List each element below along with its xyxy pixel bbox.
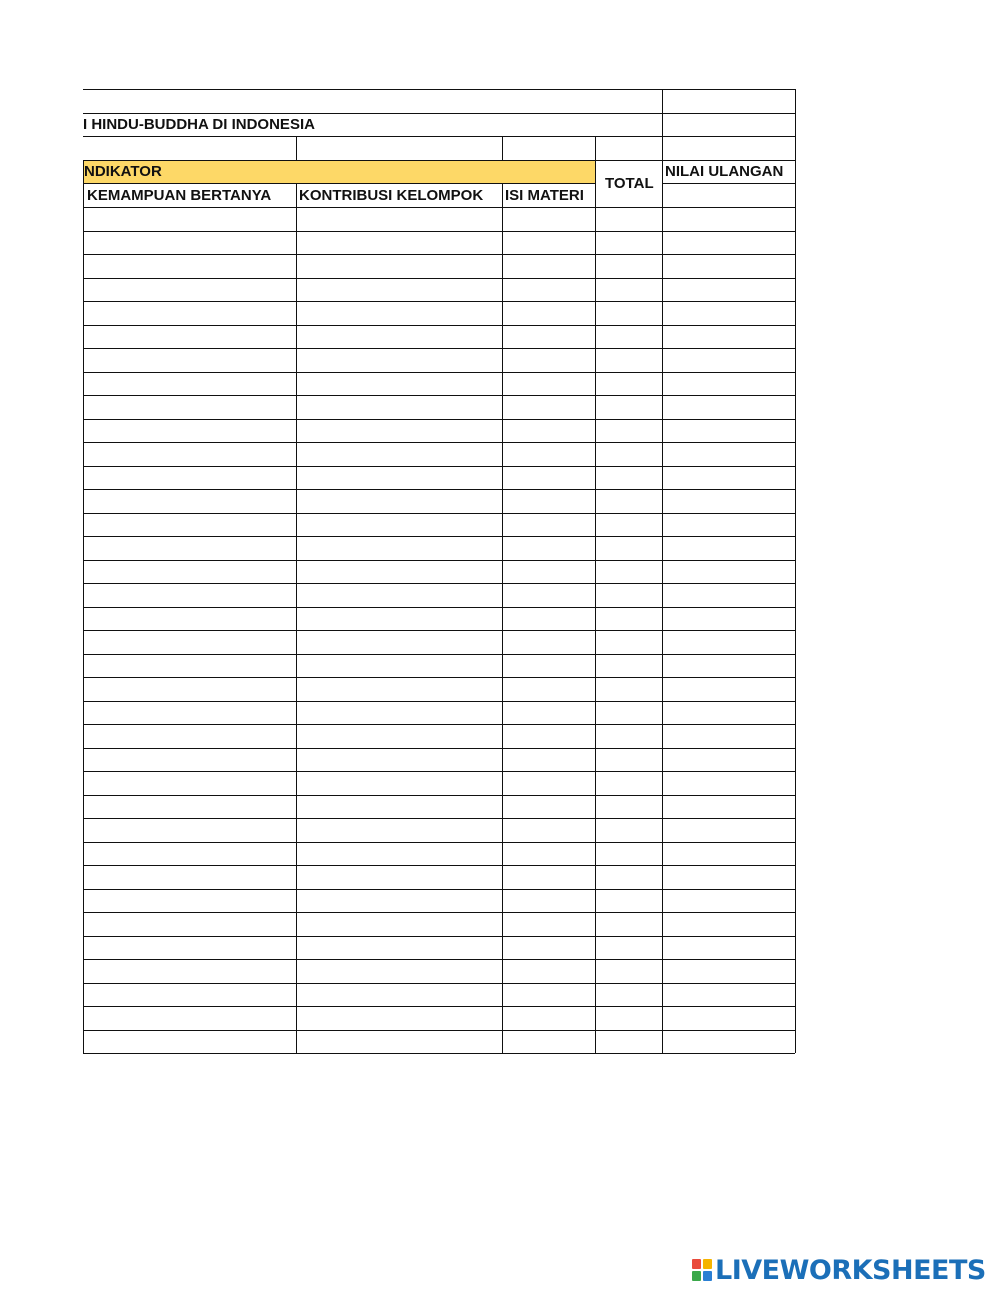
grid-line (83, 560, 795, 561)
grid-line (83, 701, 795, 702)
column-header-isi-materi: ISI MATERI (505, 187, 584, 204)
grid-line (83, 983, 795, 984)
grid-line (662, 89, 663, 1053)
grid-line (83, 442, 795, 443)
liveworksheets-wordmark: LIVEWORKSHEETS (715, 1254, 986, 1286)
grid-line (83, 136, 795, 137)
grid-line (83, 325, 795, 326)
grid-line (83, 1006, 795, 1007)
grid-line (83, 254, 795, 255)
grid-line (83, 419, 795, 420)
grid-line (83, 795, 795, 796)
column-header-total: TOTAL (605, 175, 654, 192)
grid-line (83, 160, 662, 161)
grid-line (83, 748, 795, 749)
grid-line (83, 513, 795, 514)
column-header-nilai-ulangan: NILAI ULANGAN (665, 163, 784, 180)
grid-line (83, 1030, 795, 1031)
grid-line (83, 113, 795, 114)
liveworksheets-logo-icon (692, 1259, 712, 1281)
grid-line (83, 842, 795, 843)
grid-line (83, 489, 795, 490)
grid-line (83, 89, 795, 90)
grid-line (662, 183, 795, 184)
grid-line (595, 136, 596, 1053)
grid-line (502, 136, 503, 160)
grid-line (502, 183, 503, 1053)
grid-line (83, 912, 795, 913)
grid-line (83, 160, 84, 1053)
liveworksheets-watermark (692, 1256, 986, 1284)
grid-line (83, 936, 795, 937)
grid-line (83, 231, 795, 232)
grid-line (83, 583, 795, 584)
grid-line (83, 630, 795, 631)
grid-line (83, 372, 795, 373)
grid-line (83, 865, 795, 866)
grid-line (83, 818, 795, 819)
grid-line (83, 183, 595, 184)
grid-line (83, 771, 795, 772)
grid-line (795, 89, 796, 1053)
grid-line (83, 607, 795, 608)
grid-line (83, 466, 795, 467)
column-header-kemampuan-bertanya: KEMAMPUAN BERTANYA (87, 187, 272, 204)
grid-line (83, 395, 795, 396)
grid-line (662, 160, 795, 161)
grid-line (83, 1053, 795, 1054)
worksheet-title: I HINDU-BUDDHA DI INDONESIA (83, 116, 315, 133)
grid-line (83, 348, 795, 349)
grid-line (83, 278, 795, 279)
grid-line (296, 136, 297, 160)
grid-line (83, 889, 795, 890)
column-header-kontribusi-kelompok: KONTRIBUSI KELOMPOK (299, 187, 484, 204)
grid-line (83, 724, 795, 725)
grid-line (83, 536, 795, 537)
grid-line (83, 301, 795, 302)
grid-line (296, 183, 297, 1053)
indikator-label: NDIKATOR (84, 163, 162, 180)
grid-line (83, 677, 795, 678)
grid-line (83, 959, 795, 960)
grid-line (83, 654, 795, 655)
grid-line (83, 207, 795, 208)
